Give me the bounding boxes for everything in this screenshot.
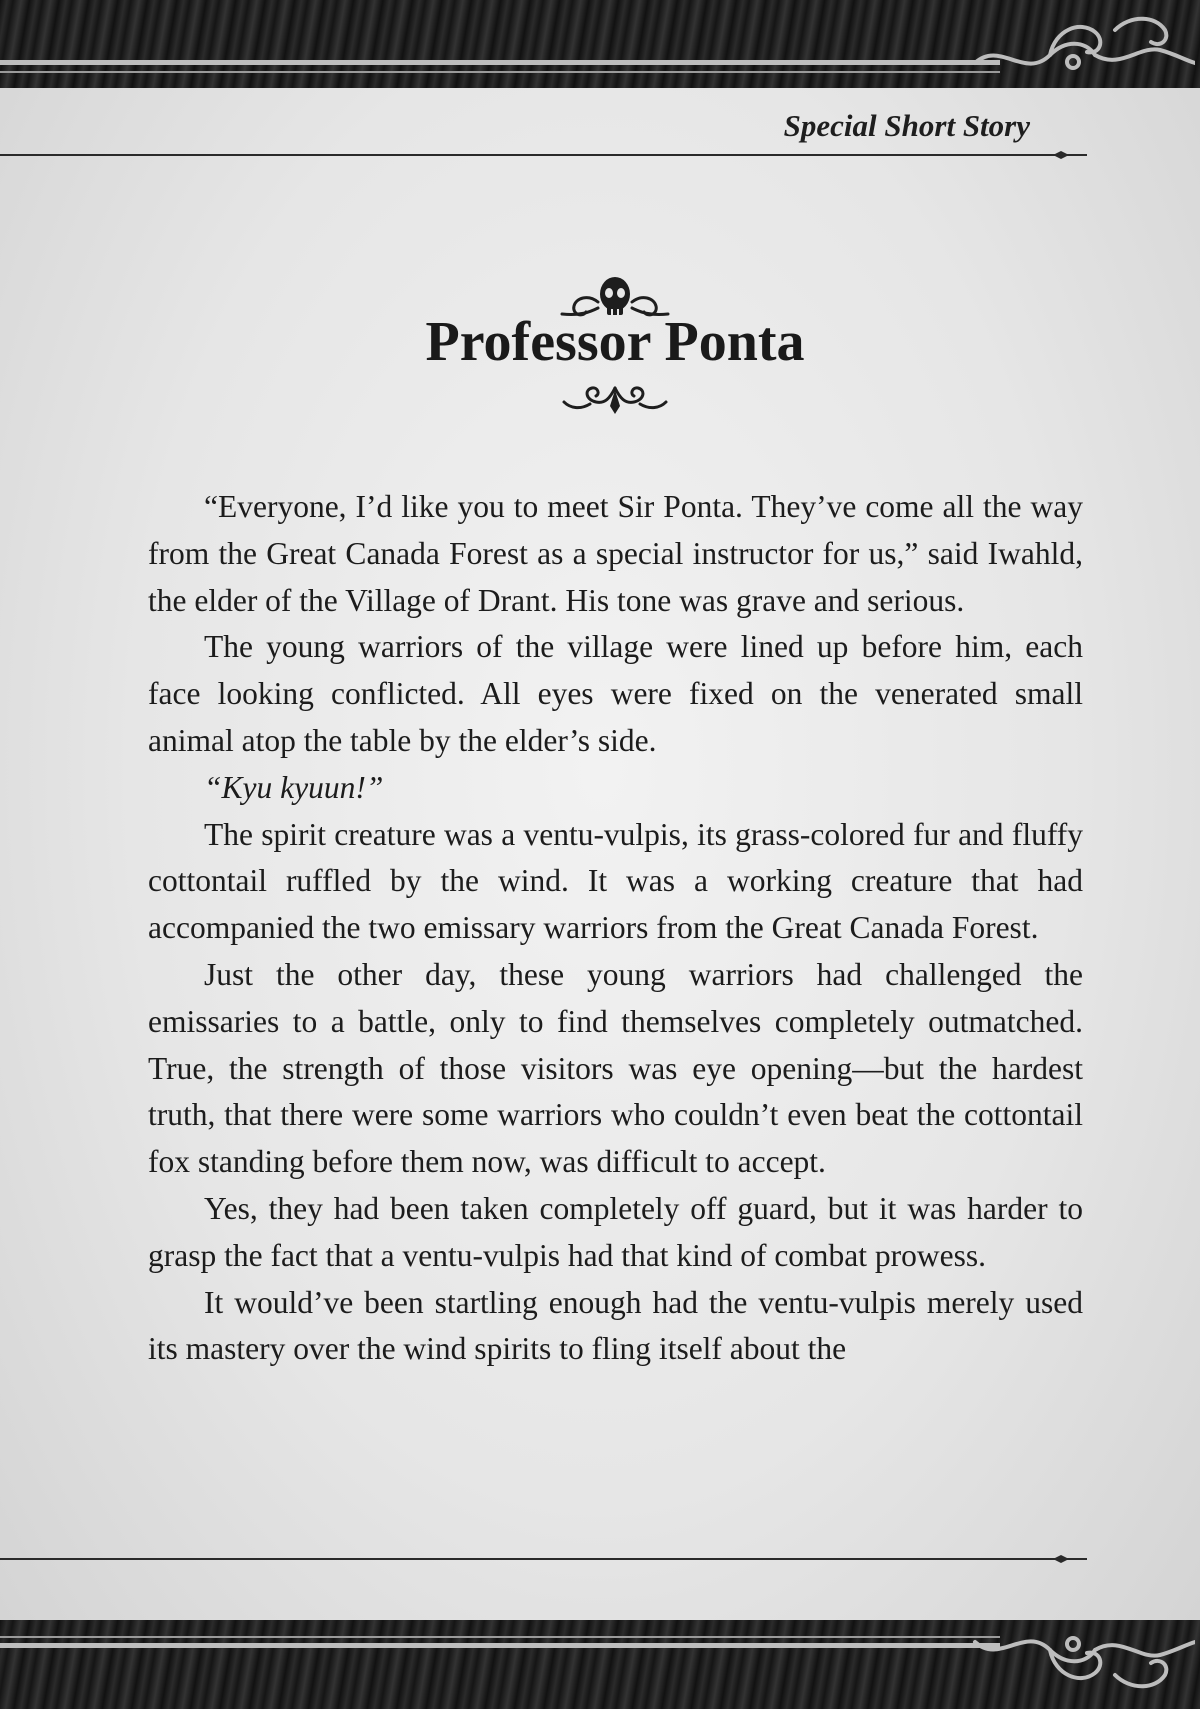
story-text bbox=[148, 484, 1083, 1373]
paragraph: The young warriors of the village were lined up before him, each face looking conflicted. All eyes were fixed on the venerated small animal atop the table by the elder’s side. bbox=[148, 629, 1083, 758]
scroll-ornament-icon bbox=[560, 380, 670, 420]
top-band-stripe-thin bbox=[0, 71, 1000, 73]
top-decorative-band bbox=[0, 0, 1200, 88]
header-rule bbox=[0, 154, 1085, 156]
rule-end-ornament-icon bbox=[1035, 1554, 1087, 1564]
bottom-band-stripe-thin bbox=[0, 1636, 1000, 1638]
paragraph: “Everyone, I’d like you to meet Sir Ponta. They’ve come all the way from the Great Canada Forest as a special instructor for us,” said Iwahld, the elder of the Village of Drant. His tone was grave and serious. bbox=[148, 489, 1083, 618]
bottom-corner-flourish-icon bbox=[955, 1620, 1195, 1708]
paragraph-italic-quote bbox=[148, 765, 1083, 812]
paragraph: Yes, they had been taken completely off guard, but it was harder to grasp the fact that a ventu-vulpis had that kind of combat prowess. bbox=[148, 1190, 1083, 1273]
italic-quote: “Kyu kyuun!” bbox=[204, 769, 384, 805]
top-band-stripe bbox=[0, 60, 1000, 65]
chapter-title: Professor Ponta bbox=[425, 311, 805, 373]
rule-end-ornament-icon bbox=[1035, 150, 1087, 160]
paragraph: Just the other day, these young warriors had challenged the emissaries to a battle, only to find themselves completely outmatched. True, the strength of those visitors was eye opening—but the hardest truth, that there were some warriors who couldn’t even beat the cottontail fox standing before them now, was difficult to accept. bbox=[148, 956, 1083, 1180]
paragraph: It would’ve been startling enough had the ventu-vulpis merely used its mastery over the wind spirits to fling itself about the bbox=[148, 1284, 1083, 1367]
header-label: Special Short Story bbox=[783, 108, 1030, 143]
bottom-decorative-band bbox=[0, 1620, 1200, 1709]
bottom-band-stripe bbox=[0, 1643, 1000, 1648]
top-corner-flourish-icon bbox=[955, 0, 1195, 88]
paragraph: The spirit creature was a ventu-vulpis, its grass-colored fur and fluffy cottontail ruffled by the wind. It was a working creature that had accompanied the two emissary warriors from the Great Canada Forest. bbox=[148, 816, 1083, 946]
footer-rule bbox=[0, 1558, 1085, 1560]
